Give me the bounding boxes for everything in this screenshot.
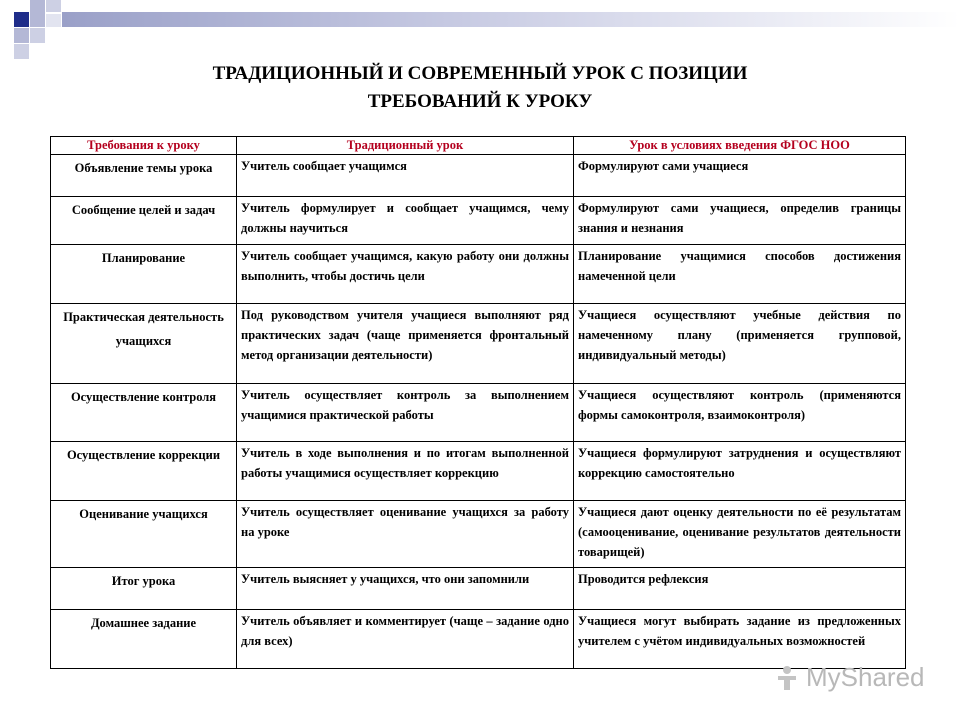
requirement-cell: Сообщение целей и задач [51, 197, 237, 245]
traditional-cell: Учитель выясняет у учащихся, что они запомнили [237, 568, 574, 610]
traditional-cell: Учитель осуществляет контроль за выполнением учащимися практической работы [237, 384, 574, 442]
fgos-cell: Проводится рефлексия [574, 568, 906, 610]
fgos-cell: Учащиеся осуществляют учебные действия по намеченному плану (применяется групповой, индивидуальный методы) [574, 304, 906, 384]
decor-square [30, 0, 45, 27]
decor-square [46, 14, 61, 27]
requirement-cell: Осуществление контроля [51, 384, 237, 442]
requirement-cell: Итог урока [51, 568, 237, 610]
traditional-cell: Учитель сообщает учащимся [237, 155, 574, 197]
fgos-cell: Формулируют сами учащиеся, определив границы знания и незнания [574, 197, 906, 245]
requirement-cell: Объявление темы урока [51, 155, 237, 197]
table-row [51, 197, 906, 245]
podium-icon [772, 662, 802, 692]
table-row [51, 304, 906, 384]
watermark-text: MyShared [806, 661, 925, 692]
traditional-cell: Учитель осуществляет оценивание учащихся за работу на уроке [237, 501, 574, 568]
table-row [51, 245, 906, 304]
traditional-cell: Учитель в ходе выполнения и по итогам выполненной работы учащимися осуществляет коррекцию [237, 442, 574, 501]
fgos-cell: Формулируют сами учащиеся [574, 155, 906, 197]
title-line-2: ТРЕБОВАНИЙ К УРОКУ [367, 91, 593, 112]
decor-square [46, 0, 61, 12]
requirement-cell: Планирование [51, 245, 237, 304]
traditional-cell: Учитель объявляет и комментирует (чаще – задание одно для всех) [237, 610, 574, 669]
decor-square [14, 44, 29, 59]
fgos-cell: Планирование учащимися способов достижения намеченной цели [574, 245, 906, 304]
header-traditional: Традиционный урок [237, 137, 574, 155]
slide-title [60, 60, 900, 116]
title-line-1: ТРАДИЦИОННЫЙ И СОВРЕМЕННЫЙ УРОК С ПОЗИЦИИ [212, 63, 748, 84]
header-fgos: Урок в условиях введения ФГОС НОО [574, 137, 906, 155]
traditional-cell: Учитель сообщает учащимся, какую работу они должны выполнить, чтобы достичь цели [237, 245, 574, 304]
header-requirements: Требования к уроку [51, 137, 237, 155]
decor-square [30, 28, 45, 43]
watermark [772, 660, 925, 694]
requirement-cell: Осуществление коррекции [51, 442, 237, 501]
table-row [51, 568, 906, 610]
traditional-cell: Учитель формулирует и сообщает учащимся, чему должны научиться [237, 197, 574, 245]
fgos-cell: Учащиеся формулируют затруднения и осуществляют коррекцию самостоятельно [574, 442, 906, 501]
decor-square [14, 28, 29, 43]
table-row [51, 155, 906, 197]
top-gradient-bar [62, 12, 960, 27]
fgos-cell: Учащиеся осуществляют контроль (применяются формы самоконтроля, взаимоконтроля) [574, 384, 906, 442]
table-header-row [51, 137, 906, 155]
table-row [51, 384, 906, 442]
table-row [51, 442, 906, 501]
traditional-cell: Под руководством учителя учащиеся выполняют ряд практических задач (чаще применяется фронтальный метод организации деятельности) [237, 304, 574, 384]
fgos-cell: Учащиеся могут выбирать задание из предложенных учителем с учётом индивидуальных возможностей [574, 610, 906, 669]
table-row [51, 501, 906, 568]
requirement-cell: Домашнее задание [51, 610, 237, 669]
fgos-cell: Учащиеся дают оценку деятельности по её результатам (самооценивание, оценивание результатов деятельности товарищей) [574, 501, 906, 568]
requirement-cell: Практическая деятельность учащихся [51, 304, 237, 384]
comparison-table [50, 136, 906, 669]
decor-square-dark [14, 12, 29, 27]
requirement-cell: Оценивание учащихся [51, 501, 237, 568]
